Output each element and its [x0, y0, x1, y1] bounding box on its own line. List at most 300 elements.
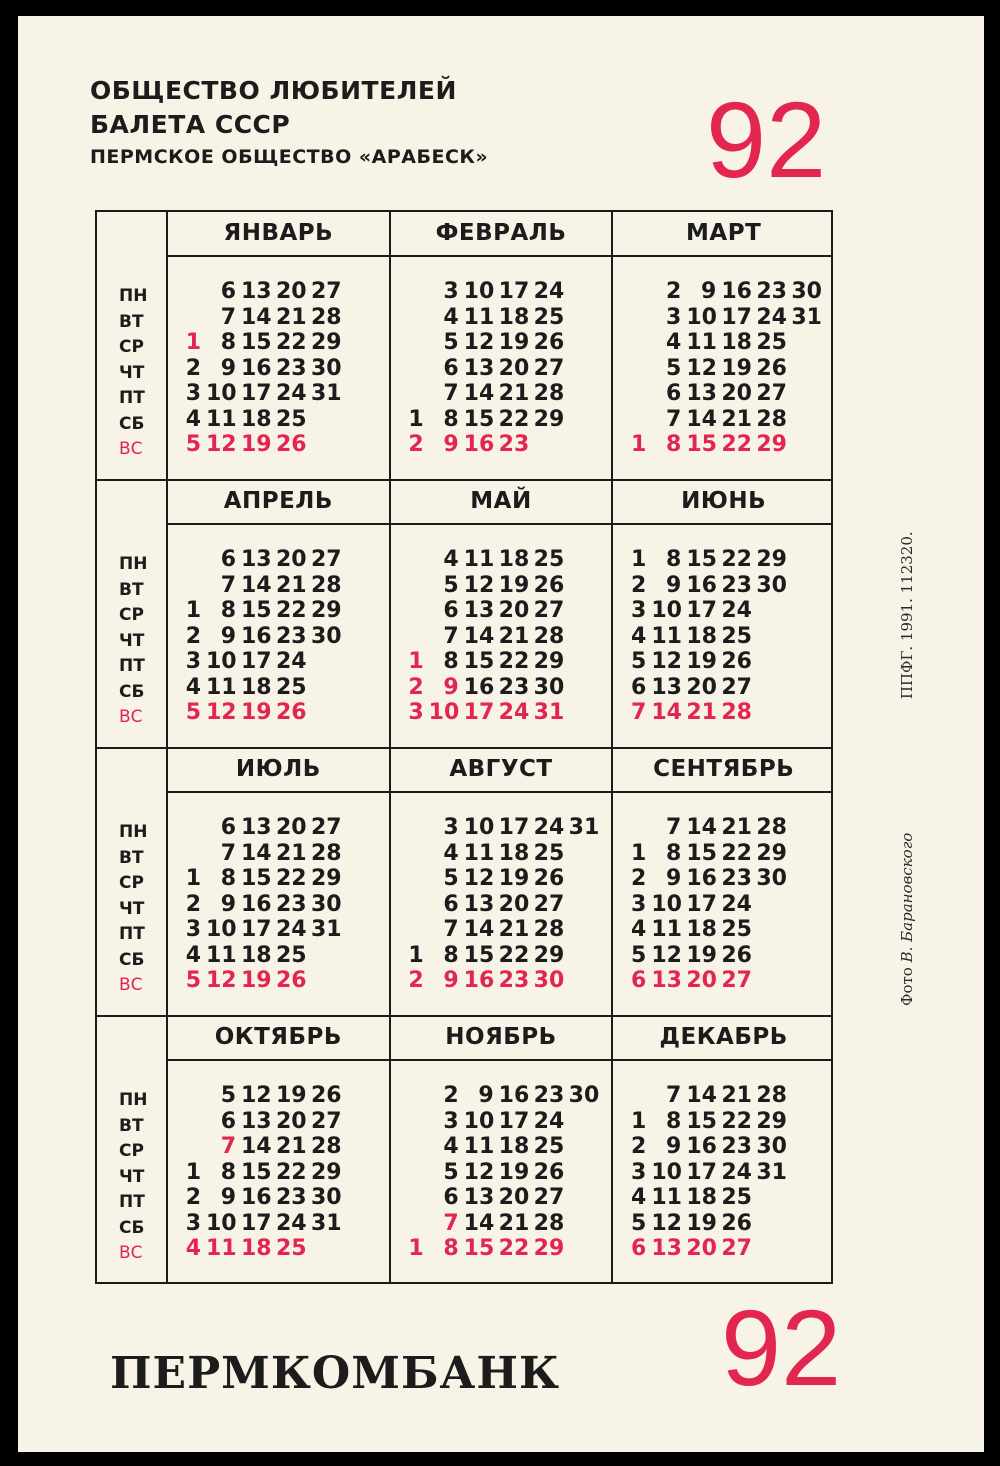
calendar-day: 21 — [498, 381, 530, 406]
calendar-day: 15 — [241, 598, 272, 623]
calendar-day: 20 — [686, 674, 717, 700]
calendar-day: 16 — [686, 866, 717, 891]
calendar-day: 3 — [666, 304, 682, 330]
calendar-day: 15 — [463, 649, 495, 674]
calendar-day: 31 — [568, 815, 600, 840]
calendar-day: 22 — [498, 406, 530, 432]
calendar-day: 28 — [533, 917, 565, 942]
weekday-label: СР — [119, 605, 144, 625]
calendar-day: 12 — [651, 649, 682, 674]
calendar-day: 29 — [756, 840, 787, 866]
calendar-day: 3 — [631, 891, 647, 917]
calendar-day: 12 — [651, 942, 682, 968]
calendar-day: 26 — [533, 866, 565, 891]
calendar-day: 18 — [498, 1134, 530, 1159]
calendar-day: 10 — [651, 891, 682, 917]
calendar-day: 24 — [533, 1108, 565, 1134]
calendar-day: 11 — [686, 330, 717, 355]
calendar-day: 18 — [241, 1236, 272, 1261]
calendar-day: 18 — [498, 547, 530, 572]
calendar-day: 27 — [533, 1185, 565, 1210]
calendar-day: 15 — [686, 432, 717, 457]
calendar-day: 30 — [533, 968, 565, 993]
calendar-day: 16 — [463, 674, 495, 700]
calendar-day: 2 — [631, 1134, 647, 1159]
calendar-day: 25 — [276, 406, 307, 432]
month-name: ИЮЛЬ — [235, 756, 321, 782]
calendar-day: 17 — [498, 279, 530, 304]
year-top: 92 — [706, 79, 827, 200]
calendar-day: 3 — [443, 1108, 459, 1134]
grid-horizontal-line — [97, 1015, 831, 1017]
calendar-day: 27 — [721, 968, 752, 993]
society-title-line-1: ОБЩЕСТВО ЛЮБИТЕЛЕЙ — [90, 76, 457, 105]
calendar-day: 28 — [311, 1134, 342, 1159]
calendar-day: 12 — [206, 700, 237, 725]
calendar-day: 28 — [311, 304, 342, 330]
calendar-day: 12 — [206, 968, 237, 993]
calendar-day: 5 — [185, 968, 201, 993]
calendar-day: 20 — [686, 1236, 717, 1261]
calendar-grid — [95, 210, 833, 1284]
calendar-day: 24 — [276, 381, 307, 406]
calendar-day: 20 — [276, 547, 307, 572]
calendar-day: 2 — [631, 866, 647, 891]
calendar-day: 13 — [651, 674, 682, 700]
calendar-day: 7 — [443, 381, 459, 406]
calendar-day: 24 — [721, 1159, 752, 1185]
calendar-day: 5 — [443, 330, 459, 355]
bank-logo-text: ПЕРМКОМБАНК — [110, 1348, 560, 1399]
calendar-day: 22 — [276, 1159, 307, 1185]
calendar-day: 25 — [533, 1134, 565, 1159]
calendar-day: 28 — [756, 1083, 787, 1108]
calendar-day: 26 — [721, 1210, 752, 1236]
calendar-day: 9 — [220, 355, 236, 381]
weekday-label: ВТ — [119, 579, 144, 600]
calendar-day: 7 — [666, 815, 682, 840]
calendar-day: 29 — [533, 406, 565, 432]
calendar-day: 1 — [631, 1108, 647, 1134]
calendar-day: 10 — [686, 304, 717, 330]
calendar-day: 30 — [756, 572, 787, 598]
calendar-day: 17 — [498, 1108, 530, 1134]
calendar-day: 1 — [185, 866, 201, 891]
calendar-day: 7 — [666, 406, 682, 432]
calendar-day: 30 — [311, 355, 342, 381]
calendar-day: 19 — [686, 1210, 717, 1236]
month-name: ИЮНЬ — [681, 488, 767, 514]
calendar-day: 30 — [756, 1134, 787, 1159]
calendar-day: 14 — [241, 1134, 272, 1159]
calendar-day: 22 — [721, 840, 752, 866]
calendar-day: 22 — [276, 330, 307, 355]
calendar-day: 13 — [463, 1185, 495, 1210]
calendar-day: 7 — [220, 304, 236, 330]
calendar-day: 3 — [185, 1210, 201, 1236]
calendar-day: 2 — [408, 968, 424, 993]
month-name: НОЯБРЬ — [445, 1024, 557, 1050]
calendar-day: 15 — [463, 942, 495, 968]
calendar-day: 9 — [666, 1134, 682, 1159]
calendar-day: 1 — [185, 330, 201, 355]
calendar-day: 6 — [220, 815, 236, 840]
calendar-day: 7 — [443, 623, 459, 649]
calendar-day: 16 — [721, 279, 752, 304]
calendar-day: 29 — [533, 1236, 565, 1261]
calendar-day: 18 — [241, 942, 272, 968]
calendar-day: 29 — [756, 547, 787, 572]
calendar-day: 6 — [443, 1185, 459, 1210]
calendar-day: 26 — [276, 968, 307, 993]
calendar-day: 15 — [241, 1159, 272, 1185]
calendar-day: 5 — [443, 1159, 459, 1185]
weekday-label: ВТ — [119, 847, 144, 868]
calendar-day: 23 — [721, 572, 752, 598]
calendar-day: 15 — [686, 1108, 717, 1134]
calendar-day: 24 — [721, 598, 752, 623]
calendar-day: 20 — [498, 1185, 530, 1210]
calendar-day: 20 — [276, 279, 307, 304]
calendar-day: 10 — [651, 598, 682, 623]
calendar-day: 13 — [463, 891, 495, 917]
calendar-day: 31 — [791, 304, 822, 330]
calendar-day: 15 — [686, 840, 717, 866]
calendar-day: 18 — [241, 406, 272, 432]
calendar-day: 21 — [498, 1210, 530, 1236]
calendar-day: 17 — [241, 1210, 272, 1236]
calendar-day: 7 — [666, 1083, 682, 1108]
calendar-day: 11 — [206, 674, 237, 700]
calendar-day: 28 — [756, 815, 787, 840]
calendar-day: 17 — [463, 700, 495, 725]
calendar-day: 29 — [756, 1108, 787, 1134]
calendar-day: 23 — [533, 1083, 565, 1108]
calendar-day: 11 — [651, 1185, 682, 1210]
calendar-day: 24 — [533, 815, 565, 840]
calendar-day: 15 — [241, 330, 272, 355]
calendar-day: 14 — [463, 1210, 495, 1236]
calendar-day: 26 — [276, 700, 307, 725]
calendar-day: 18 — [498, 304, 530, 330]
photo-credit-prefix: Фото — [898, 967, 916, 1006]
weekday-label: ВТ — [119, 1115, 144, 1136]
weekday-label: ПН — [119, 554, 148, 574]
calendar-day: 14 — [463, 623, 495, 649]
calendar-day: 18 — [498, 840, 530, 866]
calendar-day: 9 — [443, 432, 459, 457]
calendar-day: 4 — [631, 623, 647, 649]
calendar-day: 2 — [408, 432, 424, 457]
calendar-day: 20 — [498, 891, 530, 917]
calendar-day: 5 — [443, 866, 459, 891]
calendar-day: 23 — [721, 866, 752, 891]
calendar-day: 26 — [721, 649, 752, 674]
calendar-day: 23 — [276, 355, 307, 381]
calendar-day: 25 — [721, 1185, 752, 1210]
calendar-day: 11 — [651, 623, 682, 649]
calendar-day: 27 — [311, 547, 342, 572]
weekday-label: ВС — [119, 975, 143, 995]
weekday-label: ПН — [119, 1090, 148, 1110]
calendar-day: 25 — [533, 547, 565, 572]
weekday-label: СБ — [119, 949, 145, 970]
calendar-day: 27 — [311, 815, 342, 840]
society-title-line-2: БАЛЕТА СССР — [90, 110, 291, 139]
calendar-day: 17 — [686, 891, 717, 917]
calendar-day: 18 — [686, 917, 717, 942]
calendar-day: 15 — [686, 547, 717, 572]
calendar-day: 4 — [631, 917, 647, 942]
calendar-day: 1 — [408, 649, 424, 674]
calendar-day: 6 — [220, 1108, 236, 1134]
calendar-day: 2 — [185, 891, 201, 917]
calendar-day: 5 — [631, 1210, 647, 1236]
calendar-day: 12 — [241, 1083, 272, 1108]
calendar-day: 12 — [651, 1210, 682, 1236]
calendar-day: 29 — [533, 942, 565, 968]
calendar-day: 5 — [185, 700, 201, 725]
calendar-day: 27 — [721, 674, 752, 700]
calendar-day: 13 — [686, 381, 717, 406]
calendar-day: 9 — [443, 968, 459, 993]
calendar-day: 23 — [498, 432, 530, 457]
calendar-day: 4 — [443, 547, 459, 572]
weekday-label: ВС — [119, 707, 143, 727]
calendar-day: 28 — [533, 1210, 565, 1236]
calendar-day: 2 — [443, 1083, 459, 1108]
calendar-day: 29 — [311, 1159, 342, 1185]
calendar-day: 24 — [276, 1210, 307, 1236]
calendar-day: 8 — [443, 649, 459, 674]
calendar-day: 16 — [241, 355, 272, 381]
calendar-day: 14 — [241, 304, 272, 330]
calendar-day: 10 — [651, 1159, 682, 1185]
calendar-day: 17 — [721, 304, 752, 330]
month-name: АВГУСТ — [449, 756, 553, 782]
grid-horizontal-line — [167, 255, 831, 257]
calendar-day: 17 — [686, 1159, 717, 1185]
calendar-day: 12 — [463, 330, 495, 355]
calendar-day: 31 — [311, 1210, 342, 1236]
weekday-label: СБ — [119, 681, 145, 702]
calendar-day: 12 — [686, 355, 717, 381]
weekday-label: ВС — [119, 1243, 143, 1263]
calendar-day: 24 — [276, 649, 307, 674]
calendar-day: 29 — [311, 866, 342, 891]
weekday-label: ПТ — [119, 924, 145, 944]
calendar-day: 30 — [756, 866, 787, 891]
calendar-day: 2 — [666, 279, 682, 304]
calendar-day: 17 — [241, 381, 272, 406]
calendar-day: 11 — [463, 840, 495, 866]
calendar-day: 6 — [443, 891, 459, 917]
calendar-day: 27 — [721, 1236, 752, 1261]
calendar-day: 4 — [185, 406, 201, 432]
calendar-day: 25 — [721, 623, 752, 649]
calendar-day: 27 — [756, 381, 787, 406]
weekday-label: СР — [119, 337, 144, 357]
month-name: ДЕКАБРЬ — [659, 1024, 788, 1050]
weekday-label: СР — [119, 873, 144, 893]
calendar-day: 4 — [185, 674, 201, 700]
calendar-day: 21 — [721, 1083, 752, 1108]
calendar-day: 14 — [686, 406, 717, 432]
calendar-day: 23 — [721, 1134, 752, 1159]
calendar-day: 3 — [185, 917, 201, 942]
calendar-day: 14 — [686, 815, 717, 840]
calendar-day: 3 — [631, 1159, 647, 1185]
calendar-day: 22 — [276, 866, 307, 891]
calendar-day: 8 — [443, 406, 459, 432]
calendar-day: 3 — [443, 815, 459, 840]
calendar-day: 30 — [791, 279, 822, 304]
calendar-day: 6 — [220, 279, 236, 304]
calendar-day: 22 — [498, 942, 530, 968]
calendar-day: 11 — [463, 547, 495, 572]
photo-credit-author: В. Барановского — [898, 832, 916, 963]
calendar-day: 21 — [498, 917, 530, 942]
weekday-label: ПТ — [119, 1192, 145, 1212]
calendar-day: 22 — [721, 432, 752, 457]
calendar-day: 29 — [311, 598, 342, 623]
calendar-day: 3 — [631, 598, 647, 623]
calendar-day: 23 — [276, 623, 307, 649]
calendar-day: 13 — [241, 815, 272, 840]
calendar-day: 13 — [241, 279, 272, 304]
calendar-day: 21 — [498, 623, 530, 649]
calendar-day: 24 — [756, 304, 787, 330]
photo-credit — [898, 531, 916, 1006]
calendar-day: 23 — [276, 891, 307, 917]
calendar-day: 14 — [686, 1083, 717, 1108]
calendar-day: 19 — [276, 1083, 307, 1108]
weekday-label: ЧТ — [119, 630, 145, 651]
calendar-day: 16 — [241, 891, 272, 917]
calendar-day: 25 — [756, 330, 787, 355]
calendar-day: 27 — [533, 598, 565, 623]
calendar-day: 7 — [220, 840, 236, 866]
calendar-day: 9 — [666, 866, 682, 891]
calendar-day: 23 — [498, 968, 530, 993]
weekday-label: ВС — [119, 439, 143, 459]
weekday-label: ПТ — [119, 656, 145, 676]
calendar-day: 5 — [666, 355, 682, 381]
calendar-day: 13 — [651, 1236, 682, 1261]
calendar-day: 4 — [443, 840, 459, 866]
calendar-day: 13 — [463, 598, 495, 623]
calendar-day: 24 — [721, 891, 752, 917]
calendar-day: 10 — [463, 279, 495, 304]
calendar-day: 6 — [443, 355, 459, 381]
calendar-day: 9 — [220, 1185, 236, 1210]
calendar-day: 13 — [241, 1108, 272, 1134]
calendar-day: 11 — [206, 406, 237, 432]
weekday-label: СР — [119, 1141, 144, 1161]
calendar-day: 23 — [756, 279, 787, 304]
calendar-day: 25 — [533, 304, 565, 330]
calendar-day: 31 — [311, 381, 342, 406]
calendar-day: 26 — [276, 432, 307, 457]
calendar-day: 20 — [276, 1108, 307, 1134]
calendar-day: 4 — [666, 330, 682, 355]
calendar-day: 14 — [241, 840, 272, 866]
print-info: ППФГ. 1991. 112320. — [898, 531, 916, 700]
calendar-day: 22 — [721, 547, 752, 572]
calendar-day: 10 — [428, 700, 460, 725]
weekday-label: ПН — [119, 286, 148, 306]
calendar-day: 9 — [443, 674, 459, 700]
calendar-day: 19 — [686, 942, 717, 968]
calendar-day: 19 — [498, 330, 530, 355]
calendar-day: 12 — [463, 866, 495, 891]
calendar-day: 14 — [241, 572, 272, 598]
calendar-day: 10 — [463, 815, 495, 840]
calendar-day: 26 — [721, 942, 752, 968]
calendar-day: 1 — [408, 1236, 424, 1261]
calendar-day: 18 — [721, 330, 752, 355]
calendar-day: 17 — [241, 649, 272, 674]
calendar-day: 30 — [568, 1083, 600, 1108]
calendar-day: 6 — [631, 1236, 647, 1261]
calendar-day: 16 — [463, 432, 495, 457]
calendar-day: 27 — [311, 279, 342, 304]
calendar-day: 5 — [631, 942, 647, 968]
calendar-day: 23 — [276, 1185, 307, 1210]
calendar-day: 27 — [311, 1108, 342, 1134]
calendar-day: 25 — [276, 674, 307, 700]
calendar-day: 4 — [631, 1185, 647, 1210]
calendar-day: 6 — [220, 547, 236, 572]
calendar-day: 2 — [185, 623, 201, 649]
year-bottom: 92 — [721, 1287, 842, 1408]
calendar-day: 22 — [498, 649, 530, 674]
calendar-day: 25 — [721, 917, 752, 942]
calendar-day: 11 — [651, 917, 682, 942]
calendar-day: 14 — [463, 917, 495, 942]
calendar-day: 11 — [463, 1134, 495, 1159]
calendar-day: 1 — [408, 406, 424, 432]
calendar-day: 29 — [756, 432, 787, 457]
calendar-day: 11 — [463, 304, 495, 330]
calendar-day: 30 — [533, 674, 565, 700]
calendar-day: 16 — [498, 1083, 530, 1108]
month-name: ОКТЯБРЬ — [214, 1024, 342, 1050]
calendar-day: 1 — [185, 1159, 201, 1185]
calendar-day: 20 — [276, 815, 307, 840]
calendar-day: 10 — [206, 381, 237, 406]
calendar-day: 9 — [666, 572, 682, 598]
calendar-day: 17 — [241, 917, 272, 942]
calendar-day: 3 — [443, 279, 459, 304]
calendar-day: 25 — [276, 942, 307, 968]
calendar-day: 5 — [220, 1083, 236, 1108]
calendar-day: 5 — [631, 649, 647, 674]
calendar-day: 21 — [276, 1134, 307, 1159]
calendar-day: 8 — [220, 866, 236, 891]
calendar-day: 24 — [533, 279, 565, 304]
calendar-day: 22 — [498, 1236, 530, 1261]
calendar-day: 11 — [206, 1236, 237, 1261]
month-name: ЯНВАРЬ — [223, 220, 334, 246]
calendar-day: 26 — [756, 355, 787, 381]
calendar-day: 21 — [276, 572, 307, 598]
calendar-day: 4 — [443, 304, 459, 330]
calendar-day: 6 — [631, 674, 647, 700]
month-name: МАЙ — [470, 488, 532, 514]
calendar-day: 7 — [220, 1134, 236, 1159]
calendar-day: 23 — [498, 674, 530, 700]
